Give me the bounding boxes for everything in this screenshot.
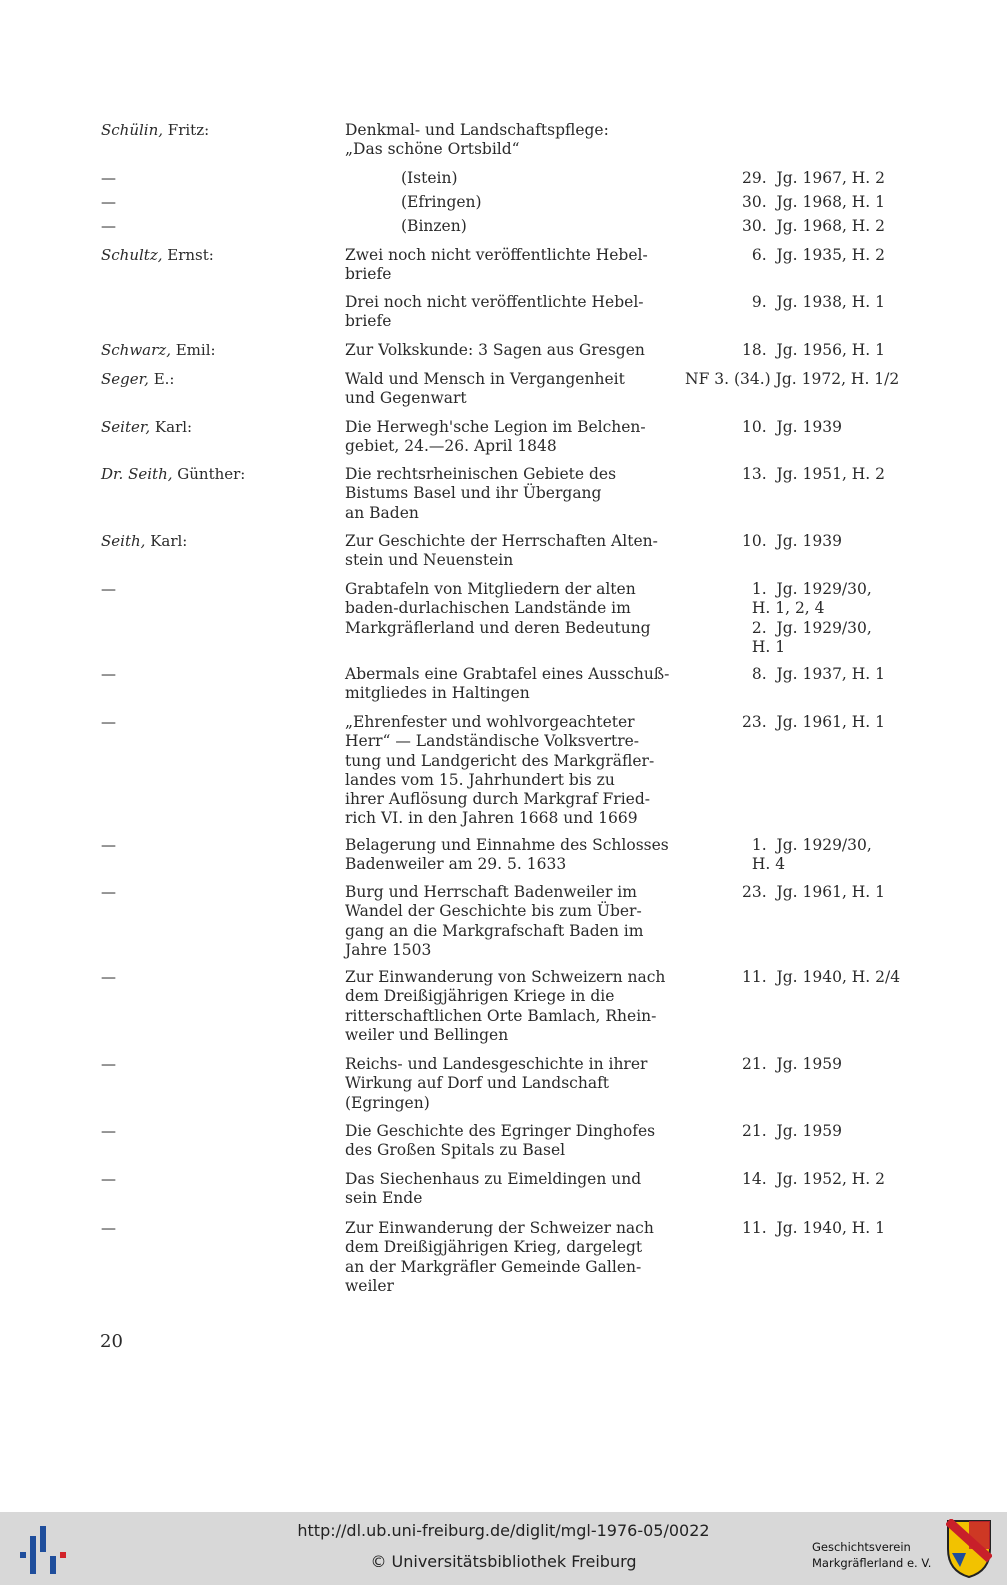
entry-title: [345, 341, 690, 360]
title-line: weiler und Bellingen: [345, 1025, 509, 1044]
entry-author: [101, 532, 187, 551]
title-line: (Efringen): [401, 193, 482, 211]
reference-line: 23. Jg. 1961, H. 1: [742, 883, 886, 901]
author-given-name: —: [101, 1219, 116, 1237]
entry-reference: [742, 1170, 885, 1189]
title-line: Das Siechenhaus zu Eimeldingen und: [345, 1170, 642, 1188]
author-surname: Seith,: [101, 532, 146, 550]
title-line: landes vom 15. Jahrhundert bis zu: [345, 770, 615, 789]
reference-line: 6. Jg. 1935, H. 2: [742, 246, 886, 264]
entry-author: [101, 883, 116, 902]
reference-line: H. 4: [742, 855, 786, 874]
author-surname: Schwarz,: [101, 341, 171, 359]
entry-reference: [742, 1055, 842, 1074]
entry-author: [101, 370, 174, 389]
entry-reference: [742, 418, 842, 437]
title-line: (Binzen): [401, 217, 467, 235]
entry-title: [345, 418, 690, 457]
author-given-name: Emil:: [170, 341, 216, 359]
entry-author: [101, 1055, 116, 1074]
author-given-name: E.:: [148, 370, 175, 388]
author-given-name: —: [101, 1122, 116, 1140]
author-given-name: —: [101, 665, 116, 683]
entry-reference: [685, 370, 899, 389]
reference-line: NF 3. (34.) Jg. 1972, H. 1/2: [685, 370, 900, 388]
author-given-name: Karl:: [145, 532, 188, 550]
author-given-name: Günther:: [172, 465, 246, 483]
title-line: (Istein): [401, 169, 458, 187]
title-line: stein und Neuenstein: [345, 551, 514, 570]
author-given-name: —: [101, 217, 116, 235]
reference-line: H. 1, 2, 4: [742, 599, 825, 618]
author-given-name: —: [101, 580, 116, 598]
source-url[interactable]: http://dl.ub.uni-freiburg.de/diglit/mgl-1976-05/0022: [297, 1521, 710, 1540]
entry-author: [101, 217, 116, 236]
title-line: (Egringen): [345, 1093, 430, 1112]
entry-reference: [742, 1219, 885, 1238]
title-line: Belagerung und Einnahme des Schlosses: [345, 836, 669, 854]
title-line: Zwei noch nicht veröffentlichte Hebel-: [345, 246, 648, 264]
entry-author: [101, 1122, 116, 1141]
reference-line: 8. Jg. 1937, H. 1: [742, 665, 886, 683]
title-line: Zur Geschichte der Herrschaften Alten-: [345, 532, 658, 550]
title-line: sein Ende: [345, 1189, 423, 1208]
title-line: Abermals eine Grabtafel eines Ausschuß-: [345, 665, 670, 683]
coat-of-arms-icon: [946, 1519, 992, 1579]
title-line: Wandel der Geschichte bis zum Über-: [345, 902, 642, 921]
reference-line: 23. Jg. 1961, H. 1: [742, 713, 886, 731]
entry-title: [345, 665, 690, 704]
entry-author: [101, 968, 116, 987]
title-line: rich VI. in den Jahren 1668 und 1669: [345, 809, 638, 828]
reference-line: 1. Jg. 1929/30,: [742, 580, 872, 598]
title-line: ihrer Auflösung durch Markgraf Fried-: [345, 790, 650, 809]
title-line: Zur Einwanderung der Schweizer nach: [345, 1219, 654, 1237]
entry-title: [401, 217, 746, 236]
entry-title: [345, 246, 690, 285]
author-given-name: Karl:: [150, 418, 193, 436]
author-given-name: —: [101, 1170, 116, 1188]
entry-reference: [742, 968, 900, 987]
entry-author: [101, 169, 116, 188]
author-surname: Seiter,: [101, 418, 151, 436]
entry-reference: [742, 246, 885, 265]
author-given-name: —: [101, 193, 116, 211]
title-line: briefe: [345, 312, 392, 331]
author-given-name: —: [101, 968, 116, 986]
title-line: weiler: [345, 1276, 394, 1295]
entry-author: [101, 713, 116, 732]
title-line: „Das schöne Ortsbild“: [345, 140, 520, 159]
title-line: Badenweiler am 29. 5. 1633: [345, 855, 567, 874]
title-line: Die Herwegh'sche Legion im Belchen-: [345, 418, 646, 436]
title-line: ritterschaftlichen Orte Bamlach, Rhein-: [345, 1006, 657, 1025]
title-line: Burg und Herrschaft Badenweiler im: [345, 883, 637, 901]
footer-bar: [0, 1512, 1007, 1585]
entry-reference: [742, 836, 872, 875]
entry-author: [101, 836, 116, 855]
title-line: Herr“ — Landständische Volksvertre-: [345, 732, 640, 751]
title-line: gang an die Markgrafschaft Baden im: [345, 921, 644, 940]
title-line: „Ehrenfester und wohlvorgeachteter: [345, 713, 635, 731]
society-name: [812, 1539, 931, 1571]
entry-reference: [742, 713, 885, 732]
entry-author: [101, 665, 116, 684]
title-line: Jahre 1503: [345, 940, 432, 959]
entry-reference: [742, 1122, 842, 1141]
entry-reference: [742, 217, 885, 236]
author-given-name: —: [101, 169, 116, 187]
title-line: Grabtafeln von Mitgliedern der alten: [345, 580, 636, 598]
entry-reference: [742, 532, 842, 551]
author-surname: Dr. Seith,: [101, 465, 173, 483]
entry-title: [345, 293, 690, 332]
entry-author: [101, 193, 116, 212]
reference-line: 10. Jg. 1939: [742, 532, 842, 550]
entry-reference: [742, 193, 885, 212]
reference-line: H. 1: [742, 637, 786, 656]
entry-reference: [742, 665, 885, 684]
title-line: an der Markgräfler Gemeinde Gallen-: [345, 1257, 642, 1276]
title-line: briefe: [345, 265, 392, 284]
title-line: Reichs- und Landesgeschichte in ihrer: [345, 1055, 648, 1073]
reference-line: 30. Jg. 1968, H. 2: [742, 217, 886, 235]
author-given-name: Fritz:: [163, 121, 210, 139]
title-line: gebiet, 24.—26. April 1848: [345, 437, 557, 456]
author-given-name: —: [101, 883, 116, 901]
author-surname: Schülin,: [101, 121, 164, 139]
entry-author: [101, 1219, 116, 1238]
title-line: Wirkung auf Dorf und Landschaft: [345, 1074, 610, 1093]
entry-title: [345, 532, 690, 571]
title-line: baden-durlachischen Landstände im: [345, 599, 631, 618]
title-line: an Baden: [345, 503, 419, 522]
title-line: Drei noch nicht veröffentlichte Hebel-: [345, 293, 644, 311]
title-line: Die rechtsrheinischen Gebiete des: [345, 465, 617, 483]
society-name-line2: Markgräflerland e. V.: [812, 1556, 932, 1570]
entry-reference: [742, 580, 872, 657]
entry-title: [345, 370, 690, 409]
title-line: Denkmal- und Landschaftspflege:: [345, 121, 609, 139]
entry-reference: [742, 883, 885, 902]
entry-author: [101, 580, 116, 599]
reference-line: 13. Jg. 1951, H. 2: [742, 465, 886, 483]
reference-line: 29. Jg. 1967, H. 2: [742, 169, 886, 187]
reference-line: 21. Jg. 1959: [742, 1055, 842, 1073]
entry-title: [401, 169, 746, 188]
entry-reference: [742, 465, 885, 484]
entry-title: [345, 465, 690, 523]
entry-title: [345, 883, 690, 960]
reference-line: 11. Jg. 1940, H. 1: [742, 1219, 886, 1237]
entry-author: [101, 341, 216, 360]
reference-line: 11. Jg. 1940, H. 2/4: [742, 968, 901, 986]
author-given-name: Ernst:: [162, 246, 214, 264]
reference-line: 21. Jg. 1959: [742, 1122, 842, 1140]
title-line: Bistums Basel und ihr Übergang: [345, 484, 602, 503]
title-line: Zur Volkskunde: 3 Sagen aus Gresgen: [345, 341, 645, 359]
title-line: dem Dreißigjährigen Krieg, dargelegt: [345, 1238, 643, 1257]
reference-line: 2. Jg. 1929/30,: [742, 618, 872, 637]
page-number: 20: [100, 1331, 123, 1352]
author-surname: Seger,: [101, 370, 149, 388]
entry-author: [101, 465, 245, 484]
reference-line: 14. Jg. 1952, H. 2: [742, 1170, 886, 1188]
entry-title: [345, 121, 690, 160]
title-line: Markgräflerland und deren Bedeutung: [345, 618, 651, 637]
author-surname: Schultz,: [101, 246, 163, 264]
entry-title: [401, 193, 746, 212]
reference-line: 18. Jg. 1956, H. 1: [742, 341, 886, 359]
entry-author: [101, 1170, 116, 1189]
author-given-name: —: [101, 713, 116, 731]
entry-title: [345, 968, 690, 1045]
entry-author: [101, 121, 209, 140]
entry-reference: [742, 169, 885, 188]
reference-line: 1. Jg. 1929/30,: [742, 836, 872, 854]
reference-line: 9. Jg. 1938, H. 1: [742, 293, 886, 311]
society-name-line1: Geschichtsverein: [812, 1540, 911, 1554]
title-line: Wald und Mensch in Vergangenheit: [345, 370, 625, 388]
entry-title: [345, 1219, 690, 1296]
entry-title: [345, 1055, 690, 1113]
title-line: dem Dreißigjährigen Kriege in die: [345, 987, 615, 1006]
entry-title: [345, 836, 690, 875]
title-line: Die Geschichte des Egringer Dinghofes: [345, 1122, 656, 1140]
reference-line: 30. Jg. 1968, H. 1: [742, 193, 886, 211]
entry-title: [345, 1122, 690, 1161]
entry-author: [101, 418, 192, 437]
title-line: Zur Einwanderung von Schweizern nach: [345, 968, 666, 986]
title-line: tung und Landgericht des Markgräfler-: [345, 751, 655, 770]
entry-author: [101, 246, 214, 265]
author-given-name: —: [101, 1055, 116, 1073]
reference-line: 10. Jg. 1939: [742, 418, 842, 436]
author-given-name: —: [101, 836, 116, 854]
entry-title: [345, 1170, 690, 1209]
title-line: des Großen Spitals zu Basel: [345, 1141, 566, 1160]
title-line: mitgliedes in Haltingen: [345, 684, 530, 703]
title-line: und Gegenwart: [345, 389, 467, 408]
entry-reference: [742, 341, 885, 360]
entry-title: [345, 713, 690, 829]
entry-reference: [742, 293, 885, 312]
entry-title: [345, 580, 690, 638]
copyright-notice: © Universitätsbibliothek Freiburg: [370, 1552, 637, 1571]
